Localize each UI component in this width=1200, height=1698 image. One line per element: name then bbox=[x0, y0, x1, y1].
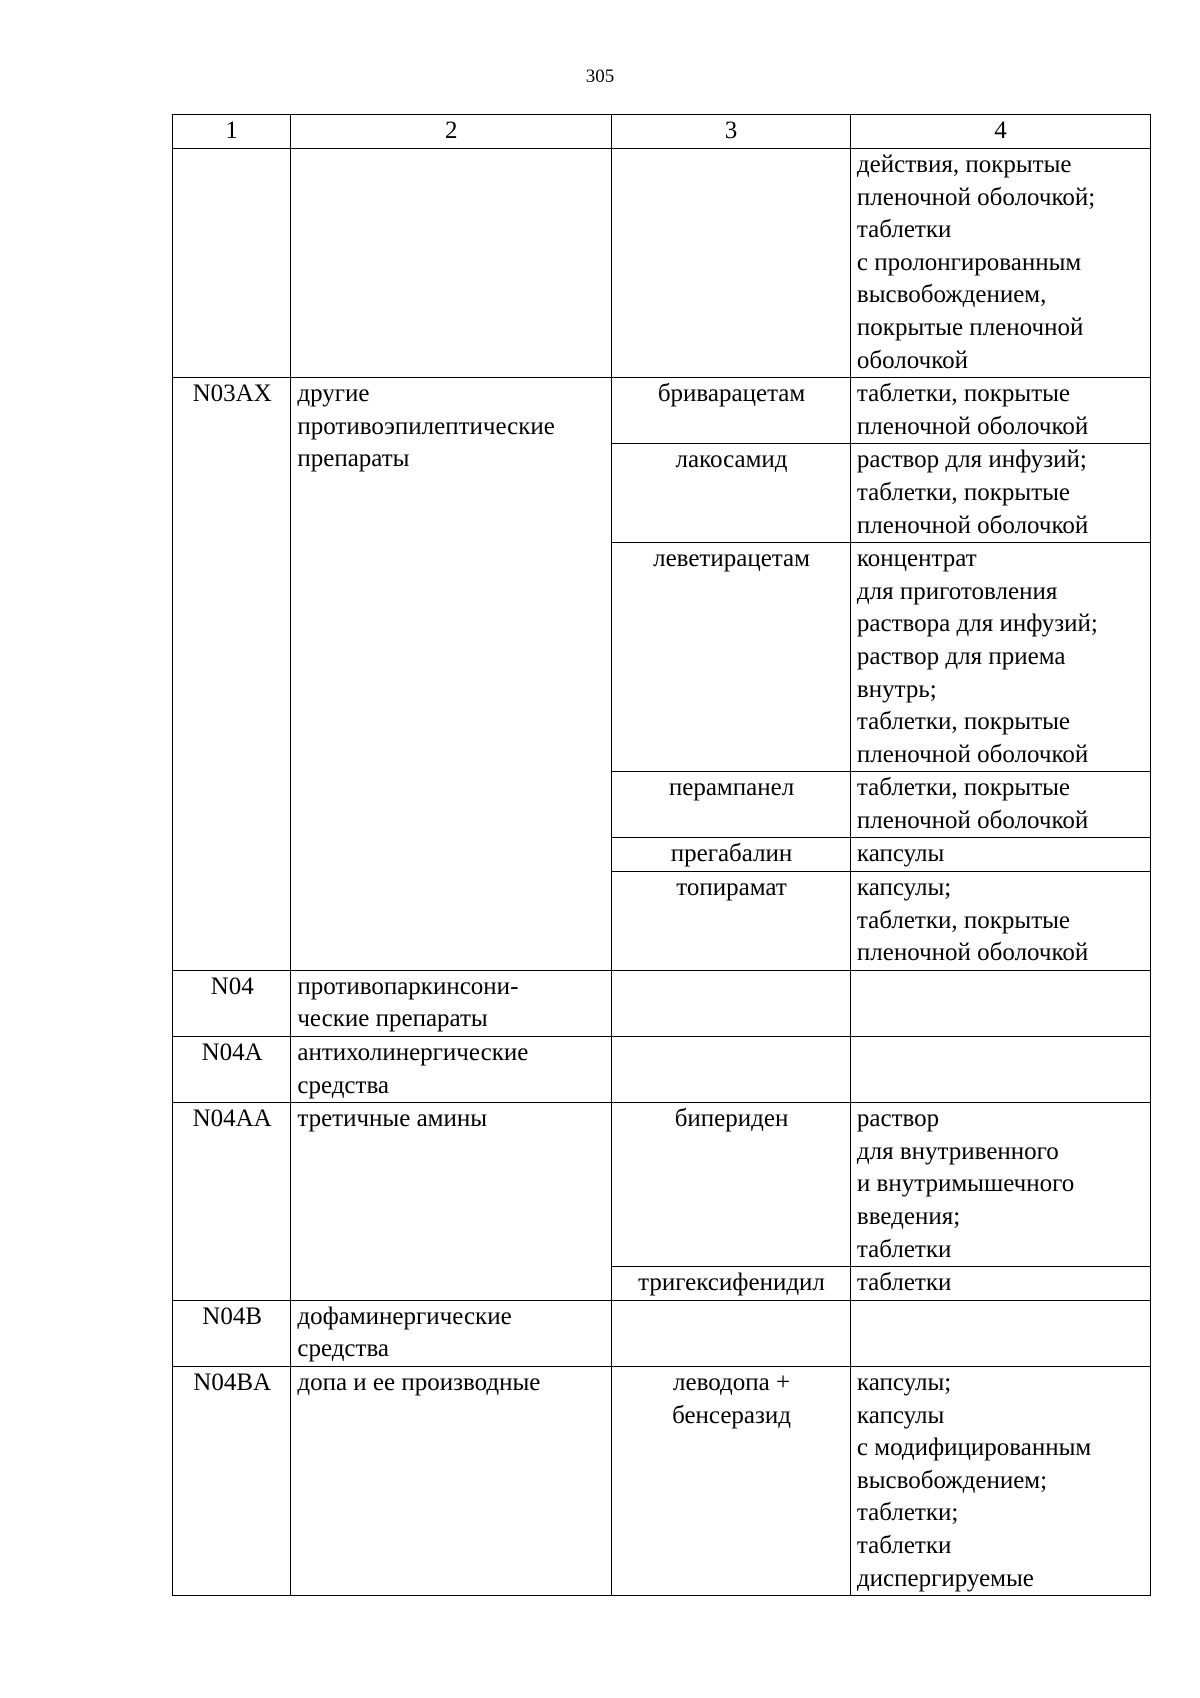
dosage-form-cell: раствор для внутривенного и внутримышечного введения; таблетки bbox=[850, 1103, 1150, 1267]
page-number: 305 bbox=[585, 66, 615, 87]
dosage-form-cell: концентрат для приготовления раствора для инфузий; раствор для приема внутрь; таблетки, покрытые пленочной оболочкой bbox=[850, 543, 1150, 772]
inn-cell: перампанел bbox=[612, 772, 851, 838]
table-row bbox=[173, 1300, 1151, 1366]
column-header-4: 4 bbox=[850, 115, 1150, 149]
drug-table bbox=[172, 114, 1151, 1596]
table-row bbox=[173, 378, 1151, 444]
inn-cell: прегабалин bbox=[612, 838, 851, 872]
inn-cell: леводопа + бенсеразид bbox=[612, 1366, 851, 1595]
inn-cell bbox=[612, 149, 851, 378]
group-name-cell: противопаркинсони- ческие препараты bbox=[291, 970, 612, 1036]
table-row bbox=[173, 1103, 1151, 1267]
header-row bbox=[173, 115, 1151, 149]
continuation-row bbox=[173, 149, 1151, 378]
code-cell: N04AA bbox=[173, 1103, 291, 1301]
dosage-form-cell bbox=[850, 970, 1150, 1036]
dosage-form-cell: таблетки bbox=[850, 1267, 1150, 1301]
inn-cell: бипериден bbox=[612, 1103, 851, 1267]
column-header-1: 1 bbox=[173, 115, 291, 149]
inn-cell bbox=[612, 970, 851, 1036]
dosage-form-cell bbox=[850, 1300, 1150, 1366]
group-name-cell: допа и ее производные bbox=[291, 1366, 612, 1595]
group-name-cell: другие противоэпилептические препараты bbox=[291, 378, 612, 971]
inn-cell: бриварацетам bbox=[612, 378, 851, 444]
inn-cell: лакосамид bbox=[612, 444, 851, 543]
code-cell: N04BA bbox=[173, 1366, 291, 1595]
group-name-cell bbox=[291, 149, 612, 378]
table-body bbox=[173, 115, 1151, 1596]
code-cell bbox=[173, 149, 291, 378]
column-header-2: 2 bbox=[291, 115, 612, 149]
dosage-form-cell: капсулы; капсулы с модифицированным высвобождением; таблетки; таблетки диспергируемые bbox=[850, 1366, 1150, 1595]
dosage-form-cell bbox=[850, 1037, 1150, 1103]
group-name-cell: антихолинергические средства bbox=[291, 1037, 612, 1103]
table-row bbox=[173, 1366, 1151, 1595]
dosage-form-cell: таблетки, покрытые пленочной оболочкой bbox=[850, 772, 1150, 838]
inn-cell: леветирацетам bbox=[612, 543, 851, 772]
dosage-form-cell: таблетки, покрытые пленочной оболочкой bbox=[850, 378, 1150, 444]
code-cell: N03AX bbox=[173, 378, 291, 971]
group-name-cell: третичные амины bbox=[291, 1103, 612, 1301]
table-row bbox=[173, 1037, 1151, 1103]
dosage-form-cell: капсулы bbox=[850, 838, 1150, 872]
inn-cell: тригексифенидил bbox=[612, 1267, 851, 1301]
code-cell: N04 bbox=[173, 970, 291, 1036]
code-cell: N04B bbox=[173, 1300, 291, 1366]
inn-cell bbox=[612, 1300, 851, 1366]
dosage-form-cell: действия, покрытые пленочной оболочкой; таблетки с пролонгированным высвобождением, покрытые пленочной оболочкой bbox=[850, 149, 1150, 378]
inn-cell: топирамат bbox=[612, 872, 851, 971]
table-row bbox=[173, 970, 1151, 1036]
inn-cell bbox=[612, 1037, 851, 1103]
code-cell: N04A bbox=[173, 1037, 291, 1103]
dosage-form-cell: раствор для инфузий; таблетки, покрытые пленочной оболочкой bbox=[850, 444, 1150, 543]
column-header-3: 3 bbox=[612, 115, 851, 149]
group-name-cell: дофаминергические средства bbox=[291, 1300, 612, 1366]
dosage-form-cell: капсулы; таблетки, покрытые пленочной оболочкой bbox=[850, 872, 1150, 971]
